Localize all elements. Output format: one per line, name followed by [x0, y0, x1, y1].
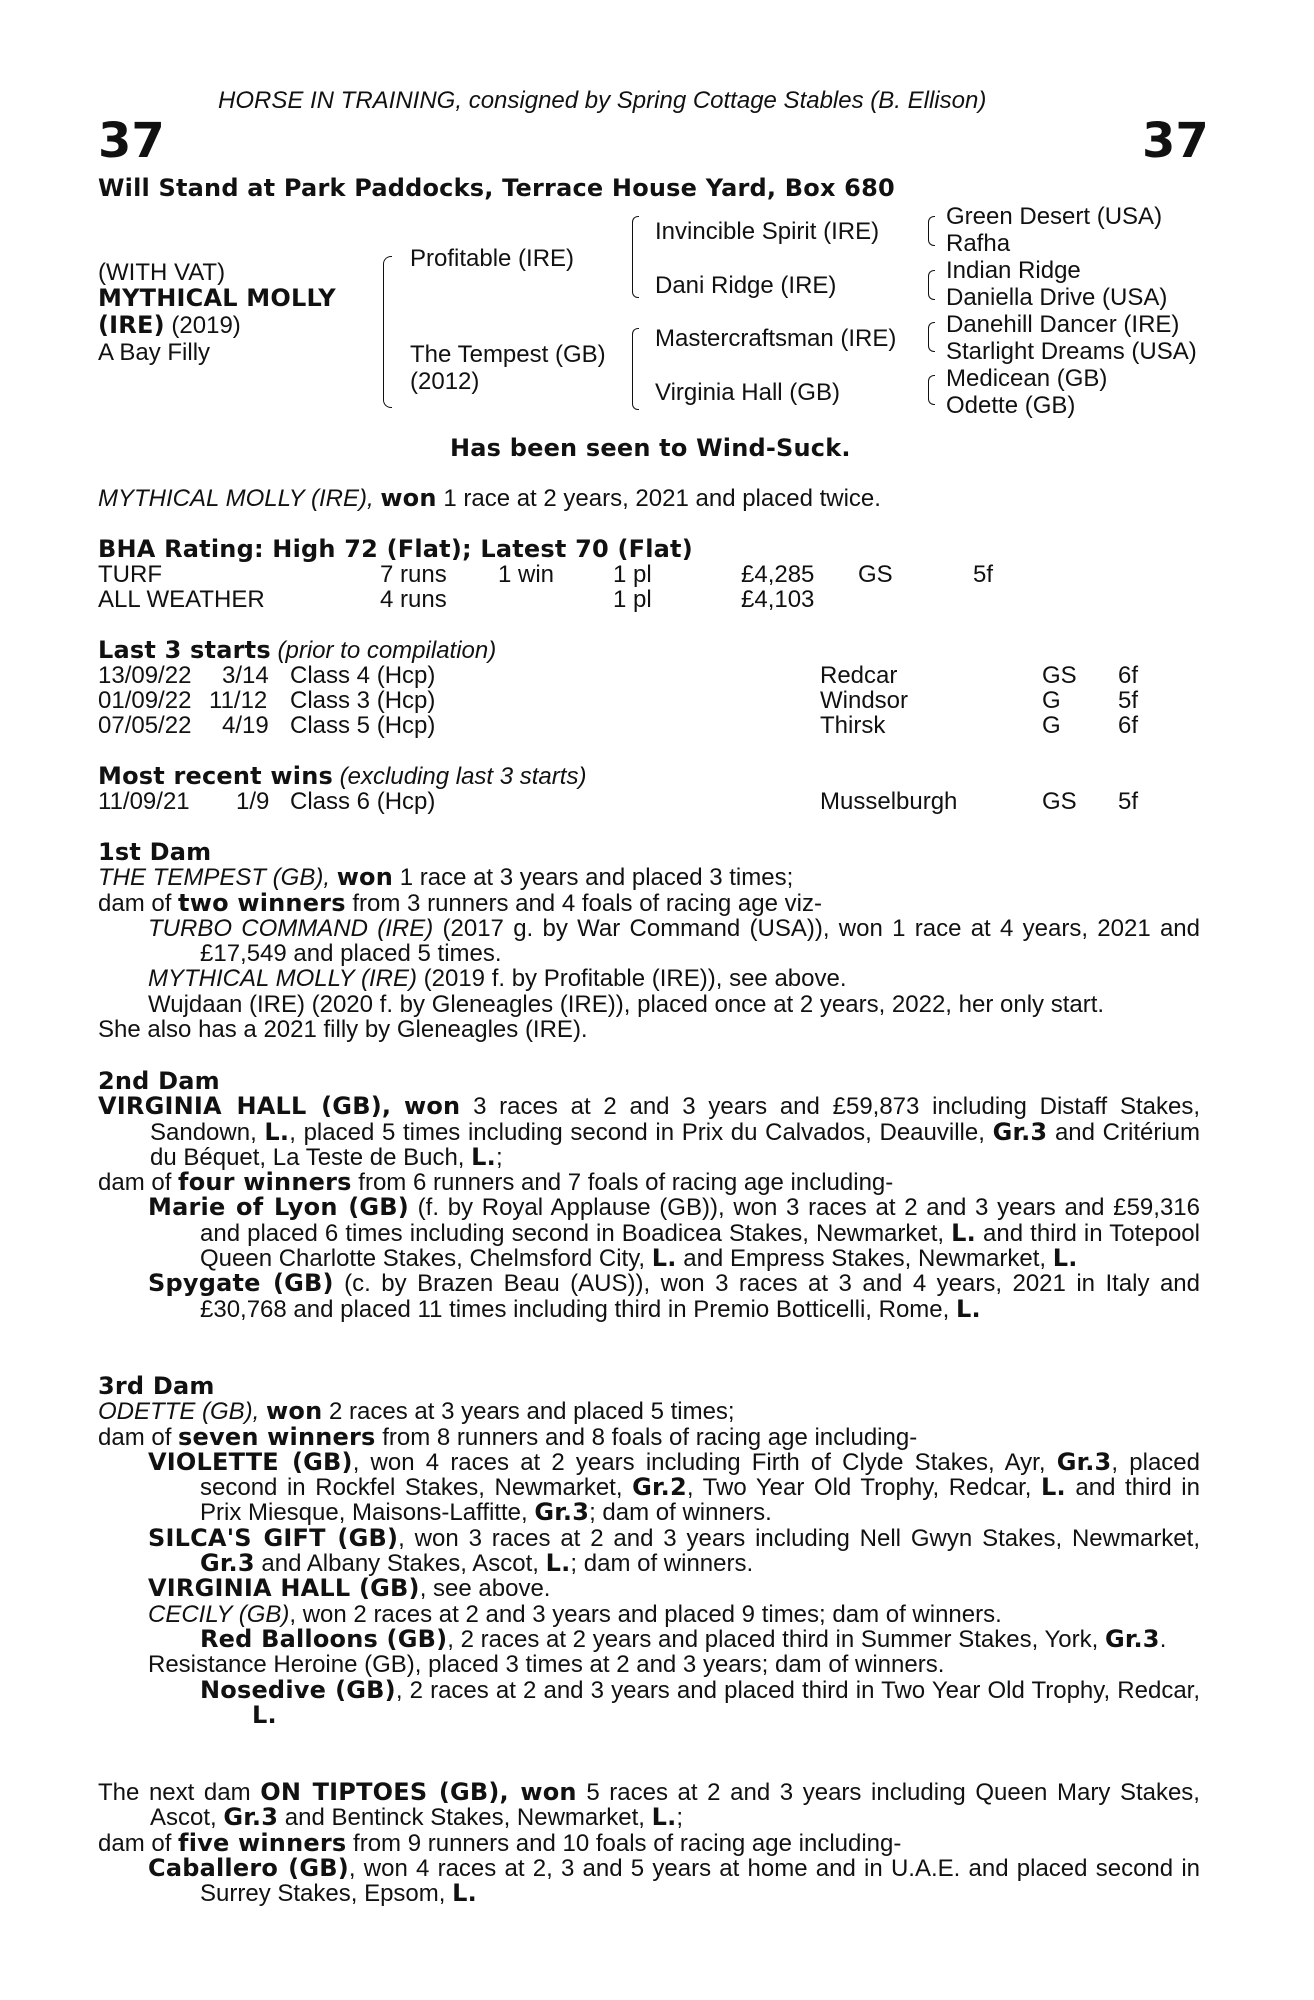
lot-number-left: 37: [98, 113, 165, 169]
produce-text: dam of: [98, 1169, 179, 1197]
progeny-name: Red Balloons (GB): [200, 1624, 448, 1653]
grand-progeny-entry: [98, 1675, 1200, 1729]
recent-wins-heading: [98, 764, 586, 789]
rating-surface: TURF: [98, 561, 162, 588]
pedigree-g3-6: Starlight Dreams (USA): [946, 338, 1197, 365]
second-dam-record: [98, 1094, 1200, 1170]
listed-mark: L.: [1052, 1244, 1078, 1273]
listed-mark: L.: [545, 1549, 571, 1578]
progeny-name: MYTHICAL MOLLY (IRE): [148, 965, 417, 993]
progeny-entry: [98, 1271, 1200, 1322]
pedigree-brace-ss: [928, 216, 935, 246]
horse-year: (2019): [164, 312, 241, 339]
third-dam-record: [98, 1399, 1200, 1424]
pedigree-brace-main: [383, 256, 392, 408]
second-dam-section: [98, 1069, 1200, 1322]
progeny-record: (c. by Brazen Beau (AUS)), won 3 races at 3 and 4 years, 2021 in Italy and £30,768 and placed 11 times including third in Premio Botticelli, Rome,: [200, 1270, 1201, 1323]
next-dam-produce: [98, 1828, 1200, 1857]
progeny-entry: [98, 1602, 1200, 1627]
group-mark: Gr.3: [200, 1549, 255, 1578]
recent-wins-note: (excluding last 3 starts): [333, 763, 587, 790]
progeny-record: and third in Totepool Queen Charlotte Stakes, Chelmsford City,: [200, 1219, 1200, 1273]
listed-mark: L.: [452, 1879, 477, 1908]
first-dam-produce: [98, 888, 1200, 917]
start-going: GS: [1042, 662, 1077, 689]
pedigree-dam-sire: Mastercraftsman (IRE): [655, 325, 897, 352]
progeny-record: and third in Prix Miesque, Maisons-Laffitte,: [200, 1474, 1200, 1527]
dam-name: ODETTE (GB),: [98, 1398, 260, 1426]
pedigree-g3-1: Green Desert (USA): [946, 203, 1163, 230]
progeny-record: , see above.: [419, 1575, 551, 1603]
progeny-entry: [98, 1853, 1201, 1908]
progeny-entry: [98, 916, 1200, 967]
first-dam-heading: 1st Dam: [98, 838, 212, 866]
progeny-name: Marie of Lyon (GB): [148, 1193, 409, 1222]
produce-text: dam of: [98, 1829, 179, 1857]
produce-text: from 8 runners and 8 foals of racing age including-: [375, 1423, 918, 1451]
listed-mark: L.: [651, 1803, 677, 1832]
horse-name-line2: [98, 313, 241, 338]
win-class: Class 6 (Hcp): [290, 788, 436, 815]
wind-suck-notice: Has been seen to Wind-Suck.: [450, 434, 851, 462]
start-course: Windsor: [820, 687, 909, 714]
start-position: 3/14: [222, 662, 269, 689]
record-text: ;: [495, 1143, 503, 1171]
produce-winners: seven winners: [178, 1422, 376, 1451]
start-course: Redcar: [820, 662, 898, 689]
progeny-note: She also has a 2021 filly by Gleneagles (IRE).: [98, 1016, 588, 1044]
record-text: 5 races at 2 and 3 years including Queen Mary Stakes, Ascot,: [150, 1779, 1200, 1832]
lot-number-right: 37: [1142, 113, 1209, 169]
rating-runs: 4 runs: [380, 586, 447, 613]
start-date: 13/09/22: [98, 662, 192, 689]
rating-runs: 7 runs: [380, 561, 447, 588]
group-mark: Gr.3: [992, 1117, 1048, 1146]
third-dam-section: [98, 1374, 1200, 1728]
progeny-entry: [98, 1523, 1200, 1578]
listed-mark: L.: [264, 1117, 290, 1146]
group-mark: Gr.3: [534, 1498, 590, 1527]
listed-mark: L.: [1041, 1473, 1066, 1502]
record-text: The next dam: [98, 1779, 261, 1806]
last-starts-note: (prior to compilation): [270, 637, 497, 664]
progeny-name: Spygate (GB): [148, 1269, 334, 1298]
page-title: HORSE IN TRAINING, consigned by Spring Cottage Stables (B. Ellison): [218, 87, 987, 114]
pedigree-g3-4: Daniella Drive (USA): [946, 284, 1168, 311]
pedigree-g3-2: Rafha: [946, 230, 1011, 257]
pedigree-g3-5: Danehill Dancer (IRE): [946, 311, 1180, 338]
rating-places: 1 pl: [613, 586, 652, 613]
last-starts-title: Last 3 starts: [98, 636, 271, 664]
progeny-entry: Wujdaan (IRE) (2020 f. by Gleneagles (IRE)), placed once at 2 years, 2022, her only start.: [148, 990, 1105, 1018]
progeny-entry: [98, 1447, 1201, 1527]
horse-country: (IRE): [98, 311, 165, 339]
produce-text: from 6 runners and 7 foals of racing age including-: [351, 1169, 894, 1197]
rating-going: GS: [858, 561, 893, 588]
pedigree-dam: The Tempest (GB): [410, 341, 606, 368]
recent-wins-title: Most recent wins: [98, 762, 333, 790]
summary-won: won: [380, 484, 437, 512]
summary-name: MYTHICAL MOLLY (IRE),: [98, 485, 374, 512]
progeny-record: , Two Year Old Trophy, Redcar,: [686, 1474, 1041, 1502]
progeny-record: , won 3 races at 2 and 3 years including Nell Gwyn Stakes, Newmarket,: [398, 1524, 1200, 1552]
listed-mark: L.: [471, 1142, 496, 1171]
listed-mark: L.: [651, 1244, 677, 1273]
produce-text: dam of: [98, 889, 179, 917]
pedigree-g3-3: Indian Ridge: [946, 257, 1081, 284]
bha-rating-heading: BHA Rating: High 72 (Flat); Latest 70 (Flat): [98, 535, 693, 563]
dam-won: won: [403, 1092, 461, 1121]
progeny-record: ; dam of winners.: [570, 1550, 754, 1578]
progeny-record: ; dam of winners.: [589, 1499, 772, 1527]
progeny-entry: [98, 1576, 1200, 1601]
pedigree-g3-8: Odette (GB): [946, 392, 1076, 419]
pedigree-brace-sire: [632, 216, 639, 298]
group-mark: Gr.3: [1104, 1624, 1160, 1653]
win-distance: 5f: [1118, 788, 1139, 815]
pedigree-g3-7: Medicean (GB): [946, 365, 1108, 392]
start-class: Class 5 (Hcp): [290, 712, 436, 739]
rating-surface: ALL WEATHER: [98, 586, 265, 613]
pedigree-sire: Profitable (IRE): [410, 245, 575, 272]
record-text: and Bentinck Stakes, Newmarket,: [278, 1804, 652, 1832]
start-distance: 6f: [1118, 712, 1139, 739]
progeny-name: SILCA'S GIFT (GB): [148, 1523, 399, 1552]
produce-winners: two winners: [178, 888, 346, 917]
progeny-record: (2017 g. by War Command (USA)), won 1 race at 4 years, 2021 and £17,549 and placed 5 times.: [200, 914, 1201, 968]
group-mark: Gr.2: [632, 1473, 687, 1502]
stand-location: Will Stand at Park Paddocks, Terrace House Yard, Box 680: [98, 174, 895, 202]
progeny-record: (2019 f. by Profitable (IRE)), see above.: [416, 965, 847, 993]
dam-record-text: 1 race at 3 years and placed 3 times;: [393, 864, 794, 892]
dam-name: VIRGINIA HALL (GB),: [98, 1092, 392, 1121]
start-position: 11/12: [209, 687, 268, 714]
record-text: ;: [676, 1804, 684, 1832]
group-mark: Gr.3: [223, 1803, 279, 1832]
progeny-record: and Albany Stakes, Ascot,: [254, 1550, 546, 1578]
win-position: 1/9: [236, 788, 270, 815]
pedigree-brace-dam: [632, 328, 639, 410]
rating-wins: 1 win: [498, 561, 555, 588]
progeny-record: and Empress Stakes, Newmarket,: [676, 1245, 1053, 1273]
listed-mark: L.: [252, 1700, 277, 1729]
record-text: , placed 5 times including second in Prix du Calvados, Deauville,: [289, 1118, 993, 1146]
start-going: G: [1042, 687, 1061, 714]
record-text: and Critérium du Béquet, La Teste de Buch,: [150, 1118, 1201, 1171]
rating-distance: 5f: [973, 561, 994, 588]
progeny-record: , 2 races at 2 years and placed third in Summer Stakes, York,: [447, 1625, 1105, 1653]
produce-winners: four winners: [178, 1168, 352, 1197]
dam-won: won: [336, 863, 394, 892]
start-date: 01/09/22: [98, 687, 192, 714]
progeny-record: .: [1159, 1625, 1167, 1653]
record-text: 3 races at 2 and 3 years and £59,873 including Distaff Stakes, Sandown,: [150, 1093, 1200, 1146]
progeny-name: Nosedive (GB): [200, 1675, 396, 1704]
third-dam-heading: 3rd Dam: [98, 1372, 215, 1400]
win-date: 11/09/21: [98, 788, 190, 815]
start-distance: 6f: [1118, 662, 1139, 689]
rating-places: 1 pl: [613, 561, 652, 588]
horse-description: A Bay Filly: [98, 339, 211, 366]
next-dam-record: [98, 1780, 1200, 1831]
pedigree-sire-sire: Invincible Spirit (IRE): [655, 218, 880, 245]
progeny-record: , won 4 races at 2, 3 and 5 years at home and in U.A.E. and placed second in Surrey Stakes, Epsom,: [200, 1854, 1201, 1908]
second-dam-heading: 2nd Dam: [98, 1067, 220, 1095]
dam-name: ON TIPTOES (GB), won: [260, 1778, 577, 1806]
horse-name: MYTHICAL MOLLY: [98, 284, 336, 312]
vat-note: (WITH VAT): [98, 259, 226, 286]
progeny-entry: [98, 966, 1200, 991]
race-summary: [98, 486, 881, 511]
second-dam-produce: [98, 1170, 1200, 1195]
dam-name: THE TEMPEST (GB),: [98, 864, 331, 892]
win-course: Musselburgh: [820, 788, 958, 815]
start-class: Class 3 (Hcp): [290, 687, 436, 714]
dam-won: won: [266, 1397, 323, 1426]
group-mark: Gr.3: [1056, 1447, 1112, 1476]
progeny-record: , placed second in Rockfel Stakes, Newmarket,: [200, 1448, 1201, 1502]
pedigree-sire-dam: Dani Ridge (IRE): [655, 272, 837, 299]
record-text: 2 races at 3 years and placed 5 times;: [322, 1398, 735, 1426]
produce-text: from 9 runners and 10 foals of racing age including-: [346, 1829, 902, 1857]
listed-mark: L.: [955, 1294, 981, 1323]
last-starts-heading: [98, 638, 496, 663]
progeny-name: VIRGINIA HALL (GB): [148, 1574, 420, 1603]
summary-rest: 1 race at 2 years, 2021 and placed twice.: [436, 485, 881, 512]
pedigree-brace-dd: [928, 375, 935, 405]
start-going: G: [1042, 712, 1061, 739]
progeny-record: , won 4 races at 2 years including Firth of Clyde Stakes, Ayr,: [352, 1448, 1057, 1476]
start-position: 4/19: [222, 712, 269, 739]
produce-text: dam of: [98, 1423, 179, 1451]
progeny-record: (f. by Royal Applause (GB)), won 3 races at 2 and 3 years and £59,316 and placed 6 times including second in Boadicea Stakes, Newmarket,: [200, 1194, 1200, 1247]
progeny-name: Caballero (GB): [148, 1853, 349, 1882]
rating-prize: £4,103: [741, 586, 815, 613]
progeny-name: TURBO COMMAND (IRE): [148, 914, 434, 942]
first-dam-section: [98, 840, 1200, 1042]
produce-winners: five winners: [178, 1828, 347, 1857]
progeny-name: VIOLETTE (GB): [148, 1447, 353, 1476]
start-distance: 5f: [1118, 687, 1139, 714]
progeny-record: , 2 races at 2 and 3 years and placed third in Two Year Old Trophy, Redcar,: [395, 1676, 1200, 1704]
produce-text: from 3 runners and 4 foals of racing age viz-: [345, 889, 822, 917]
start-class: Class 4 (Hcp): [290, 662, 436, 689]
pedigree-brace-ds: [928, 322, 935, 352]
pedigree-brace-sd: [928, 270, 935, 300]
third-dam-produce: [98, 1422, 1200, 1451]
progeny-entry: [98, 1195, 1200, 1271]
progeny-record: , won 2 races at 2 and 3 years and placed 9 times; dam of winners.: [289, 1600, 1002, 1628]
first-dam-record: [98, 865, 1200, 890]
rating-prize: £4,285: [741, 561, 815, 588]
pedigree-dam-dam: Virginia Hall (GB): [655, 379, 840, 406]
pedigree-dam-year: (2012): [410, 368, 480, 395]
progeny-entry: Resistance Heroine (GB), placed 3 times at 2 and 3 years; dam of winners.: [148, 1651, 945, 1679]
progeny-name: CECILY (GB): [148, 1600, 290, 1628]
start-date: 07/05/22: [98, 712, 192, 739]
win-going: GS: [1042, 788, 1077, 815]
start-course: Thirsk: [820, 712, 886, 739]
next-dam-section: [98, 1780, 1200, 1906]
listed-mark: L.: [951, 1218, 976, 1247]
grand-progeny-entry: [98, 1624, 1200, 1653]
